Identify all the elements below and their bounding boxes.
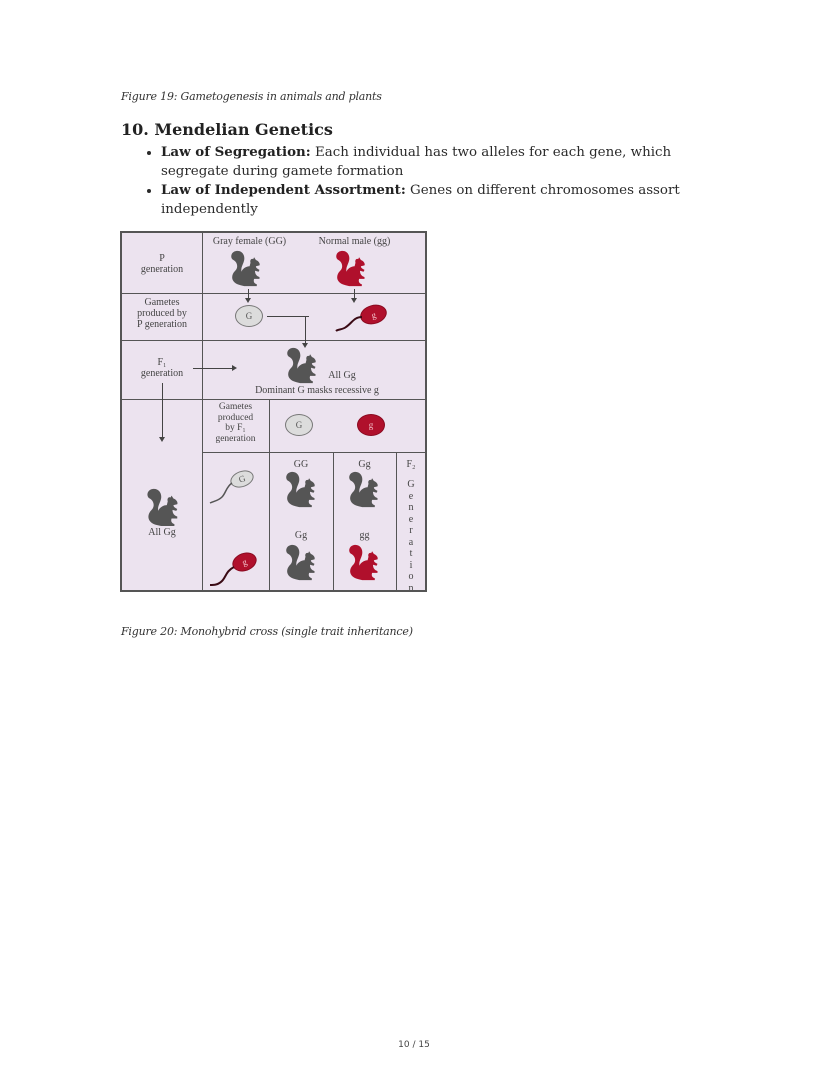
arrow-down-icon <box>354 289 355 299</box>
letter: t <box>409 548 413 559</box>
letter: i <box>409 559 413 571</box>
figure-19-caption: Figure 19: Gametogenesis in animals and plants <box>121 90 382 103</box>
gray-female-label: Gray female (GG) <box>212 236 287 247</box>
allele-label: G <box>245 311 253 321</box>
grid-line <box>122 340 425 341</box>
f2-generation-vertical <box>405 479 417 592</box>
grid-line <box>202 452 425 453</box>
laws-list <box>121 143 721 219</box>
label-line: produced by <box>137 308 187 319</box>
figure-20-caption: Figure 20: Monohybrid cross (single trait inheritance) <box>121 625 413 638</box>
monohybrid-cross-figure <box>120 231 427 592</box>
letter: n <box>408 502 414 513</box>
f2-label: F₂ <box>406 459 416 470</box>
allele-label: g <box>370 309 377 320</box>
law-segregation <box>161 143 721 181</box>
grid-line <box>122 399 425 400</box>
law-independent-assortment <box>161 181 721 219</box>
arrow-down-icon <box>305 324 306 344</box>
label-line: generation <box>215 433 256 444</box>
law-term: Law of Segregation: <box>161 144 311 160</box>
f1-all-gg-label: All Gg <box>148 527 176 538</box>
letter: r <box>409 525 413 536</box>
label-line: by F₁ <box>225 423 246 433</box>
all-gg-label: All Gg <box>328 370 356 381</box>
gametes-p-label <box>122 297 202 330</box>
allele-label: g <box>368 420 374 430</box>
cross-line <box>267 316 309 317</box>
punnett-gg-bottom-right: gg <box>359 530 370 541</box>
section-heading: 10. Mendelian Genetics <box>121 120 333 139</box>
letter: a <box>408 536 414 548</box>
grid-line <box>333 452 334 590</box>
page-number: 10 / 15 <box>398 1040 430 1050</box>
gray-squirrel-icon <box>283 543 319 583</box>
gametes-f1-label <box>202 402 269 444</box>
allele-label: g <box>240 556 249 568</box>
law-text: Each individual has two alleles for each gene, which segregate during gamete formation <box>161 145 672 179</box>
f1-generation-label <box>122 357 202 379</box>
label-line: Gametes <box>218 402 253 412</box>
dominant-note: Dominant G masks recessive g <box>255 385 379 396</box>
egg-G-icon <box>235 305 263 327</box>
label-line: P generation <box>137 319 187 330</box>
law-term: Law of Independent Assortment: <box>161 182 406 198</box>
punnett-gg-top-right: Gg <box>358 459 371 470</box>
egg-g-icon <box>357 414 385 436</box>
generation-word: generation <box>140 264 184 275</box>
grid-line <box>122 293 425 294</box>
gray-squirrel-icon <box>144 487 182 529</box>
gray-squirrel-icon <box>346 470 382 510</box>
gray-squirrel-icon <box>228 249 264 289</box>
p-generation-label <box>122 253 202 275</box>
grid-line <box>269 399 270 590</box>
cross-line <box>305 316 306 324</box>
letter: G <box>407 479 415 490</box>
letter: e <box>408 490 414 502</box>
punnett-gg-top-left: GG <box>293 459 309 470</box>
law-text: Genes on different chromosomes assort independently <box>161 183 680 217</box>
sperm-tail-icon <box>208 481 236 505</box>
allele-label: G <box>237 473 247 485</box>
sperm-tail-icon <box>334 313 364 333</box>
arrow-right-icon <box>193 368 233 369</box>
letter: o <box>408 571 414 582</box>
f1-letter: F₁ <box>157 357 167 368</box>
gray-squirrel-icon <box>284 346 320 386</box>
egg-G-icon <box>285 414 313 436</box>
red-squirrel-icon <box>346 543 382 583</box>
sperm-tail-icon <box>208 563 236 587</box>
allele-label: G <box>295 420 303 430</box>
arrow-down-icon <box>248 289 249 299</box>
p-letter: P <box>159 253 165 264</box>
punnett-gg-bottom-left: Gg <box>294 530 308 541</box>
normal-male-label: Normal male (gg) <box>318 236 391 247</box>
arrow-down-icon <box>162 383 163 438</box>
red-squirrel-icon <box>333 249 369 289</box>
letter: n <box>408 582 414 592</box>
label-line: produced <box>217 412 254 423</box>
grid-line <box>396 452 397 590</box>
gray-squirrel-icon <box>283 470 319 510</box>
generation-word: generation <box>140 368 184 379</box>
label-line: Gametes <box>144 297 180 308</box>
letter: e <box>408 513 414 525</box>
